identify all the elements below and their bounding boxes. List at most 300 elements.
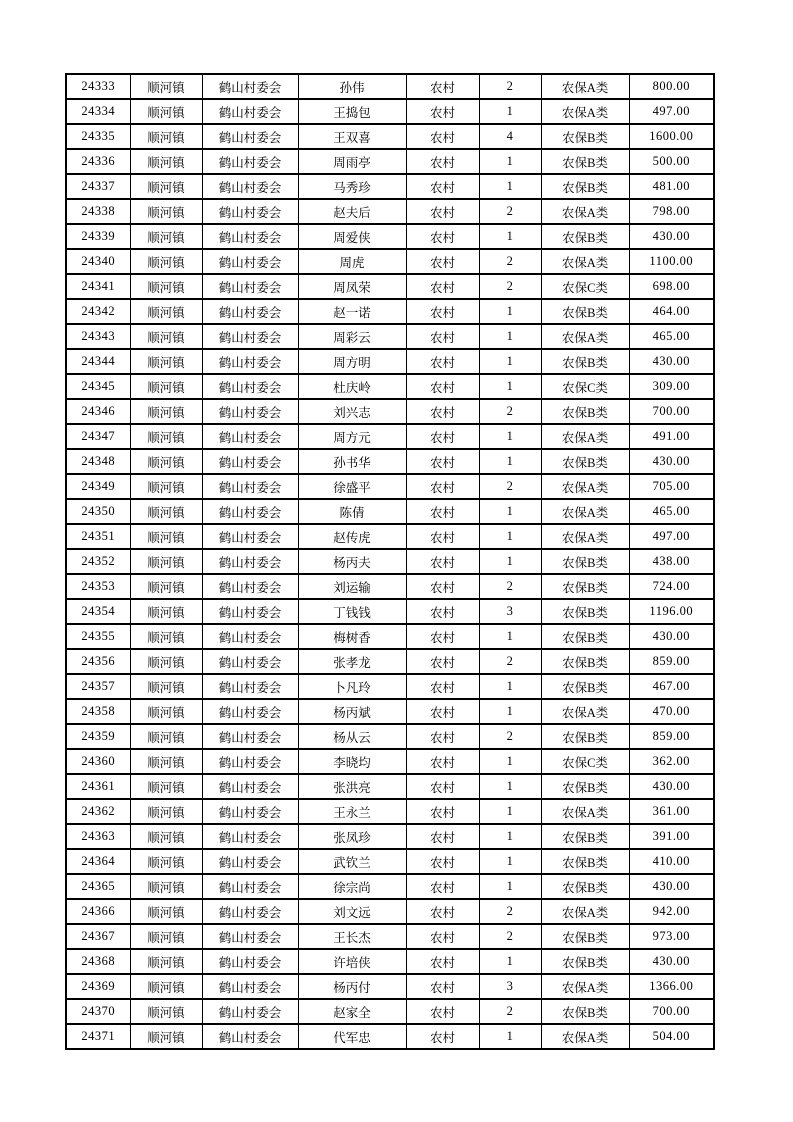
amount-cell: 465.00 xyxy=(629,324,714,349)
village-committee-cell: 鹤山村委会 xyxy=(202,124,298,149)
amount-cell: 464.00 xyxy=(629,299,714,324)
amount-cell: 361.00 xyxy=(629,799,714,824)
insurance-category-cell: 农保B类 xyxy=(541,449,629,474)
village-committee-cell: 鹤山村委会 xyxy=(202,199,298,224)
insurance-category-cell: 农保B类 xyxy=(541,149,629,174)
insurance-category-cell: 农保A类 xyxy=(541,324,629,349)
person-name-cell: 卜凡玲 xyxy=(298,674,406,699)
record-id-cell: 24361 xyxy=(66,774,130,799)
document-page xyxy=(65,73,715,1050)
residence-type-cell: 农村 xyxy=(406,424,479,449)
town-cell: 顺河镇 xyxy=(130,224,202,249)
residence-type-cell: 农村 xyxy=(406,724,479,749)
count-cell: 1 xyxy=(479,674,541,699)
record-id-cell: 24369 xyxy=(66,974,130,999)
amount-cell: 700.00 xyxy=(629,399,714,424)
count-cell: 1 xyxy=(479,349,541,374)
town-cell: 顺河镇 xyxy=(130,124,202,149)
count-cell: 2 xyxy=(479,999,541,1024)
person-name-cell: 徐宗尚 xyxy=(298,874,406,899)
amount-cell: 467.00 xyxy=(629,674,714,699)
town-cell: 顺河镇 xyxy=(130,324,202,349)
town-cell: 顺河镇 xyxy=(130,749,202,774)
insurance-category-cell: 农保B类 xyxy=(541,849,629,874)
table-row xyxy=(66,699,714,724)
count-cell: 1 xyxy=(479,149,541,174)
count-cell: 4 xyxy=(479,124,541,149)
town-cell: 顺河镇 xyxy=(130,274,202,299)
amount-cell: 504.00 xyxy=(629,1024,714,1049)
town-cell: 顺河镇 xyxy=(130,874,202,899)
table-row xyxy=(66,974,714,999)
count-cell: 1 xyxy=(479,424,541,449)
residence-type-cell: 农村 xyxy=(406,874,479,899)
town-cell: 顺河镇 xyxy=(130,149,202,174)
insurance-category-cell: 农保B类 xyxy=(541,599,629,624)
insurance-category-cell: 农保C类 xyxy=(541,274,629,299)
amount-cell: 430.00 xyxy=(629,949,714,974)
town-cell: 顺河镇 xyxy=(130,574,202,599)
count-cell: 1 xyxy=(479,224,541,249)
residence-type-cell: 农村 xyxy=(406,649,479,674)
count-cell: 1 xyxy=(479,499,541,524)
village-committee-cell: 鹤山村委会 xyxy=(202,799,298,824)
insurance-category-cell: 农保B类 xyxy=(541,124,629,149)
person-name-cell: 周虎 xyxy=(298,249,406,274)
village-committee-cell: 鹤山村委会 xyxy=(202,424,298,449)
insurance-category-cell: 农保B类 xyxy=(541,924,629,949)
residence-type-cell: 农村 xyxy=(406,999,479,1024)
residence-type-cell: 农村 xyxy=(406,574,479,599)
table-row xyxy=(66,624,714,649)
insurance-category-cell: 农保B类 xyxy=(541,299,629,324)
amount-cell: 309.00 xyxy=(629,374,714,399)
residence-type-cell: 农村 xyxy=(406,524,479,549)
person-name-cell: 许培侠 xyxy=(298,949,406,974)
amount-cell: 410.00 xyxy=(629,849,714,874)
village-committee-cell: 鹤山村委会 xyxy=(202,674,298,699)
record-id-cell: 24353 xyxy=(66,574,130,599)
amount-cell: 430.00 xyxy=(629,349,714,374)
residence-type-cell: 农村 xyxy=(406,749,479,774)
amount-cell: 465.00 xyxy=(629,499,714,524)
count-cell: 2 xyxy=(479,399,541,424)
village-committee-cell: 鹤山村委会 xyxy=(202,774,298,799)
village-committee-cell: 鹤山村委会 xyxy=(202,624,298,649)
village-committee-cell: 鹤山村委会 xyxy=(202,899,298,924)
village-committee-cell: 鹤山村委会 xyxy=(202,824,298,849)
record-id-cell: 24341 xyxy=(66,274,130,299)
person-name-cell: 杨从云 xyxy=(298,724,406,749)
record-id-cell: 24357 xyxy=(66,674,130,699)
table-row xyxy=(66,349,714,374)
person-name-cell: 周雨亭 xyxy=(298,149,406,174)
person-name-cell: 王永兰 xyxy=(298,799,406,824)
person-name-cell: 杜庆岭 xyxy=(298,374,406,399)
residence-type-cell: 农村 xyxy=(406,124,479,149)
person-name-cell: 王双喜 xyxy=(298,124,406,149)
record-id-cell: 24350 xyxy=(66,499,130,524)
person-name-cell: 徐盛平 xyxy=(298,474,406,499)
residence-type-cell: 农村 xyxy=(406,624,479,649)
person-name-cell: 丁钱钱 xyxy=(298,599,406,624)
table-row xyxy=(66,924,714,949)
record-id-cell: 24345 xyxy=(66,374,130,399)
person-name-cell: 周方明 xyxy=(298,349,406,374)
table-row xyxy=(66,249,714,274)
count-cell: 2 xyxy=(479,649,541,674)
insurance-category-cell: 农保B类 xyxy=(541,224,629,249)
count-cell: 3 xyxy=(479,599,541,624)
town-cell: 顺河镇 xyxy=(130,799,202,824)
town-cell: 顺河镇 xyxy=(130,599,202,624)
insurance-category-cell: 农保B类 xyxy=(541,574,629,599)
record-id-cell: 24351 xyxy=(66,524,130,549)
residence-type-cell: 农村 xyxy=(406,474,479,499)
amount-cell: 497.00 xyxy=(629,99,714,124)
person-name-cell: 周爱侠 xyxy=(298,224,406,249)
residence-type-cell: 农村 xyxy=(406,374,479,399)
person-name-cell: 武钦兰 xyxy=(298,849,406,874)
amount-cell: 430.00 xyxy=(629,624,714,649)
amount-cell: 470.00 xyxy=(629,699,714,724)
insurance-category-cell: 农保A类 xyxy=(541,974,629,999)
town-cell: 顺河镇 xyxy=(130,399,202,424)
insurance-category-cell: 农保A类 xyxy=(541,99,629,124)
insurance-category-cell: 农保A类 xyxy=(541,74,629,99)
count-cell: 1 xyxy=(479,874,541,899)
record-id-cell: 24354 xyxy=(66,599,130,624)
record-id-cell: 24363 xyxy=(66,824,130,849)
table-row xyxy=(66,549,714,574)
insurance-category-cell: 农保A类 xyxy=(541,899,629,924)
count-cell: 1 xyxy=(479,849,541,874)
count-cell: 2 xyxy=(479,199,541,224)
amount-cell: 491.00 xyxy=(629,424,714,449)
town-cell: 顺河镇 xyxy=(130,974,202,999)
amount-cell: 500.00 xyxy=(629,149,714,174)
count-cell: 1 xyxy=(479,99,541,124)
table-row xyxy=(66,599,714,624)
table-row xyxy=(66,1024,714,1049)
town-cell: 顺河镇 xyxy=(130,949,202,974)
record-id-cell: 24339 xyxy=(66,224,130,249)
person-name-cell: 孙书华 xyxy=(298,449,406,474)
insurance-category-cell: 农保C类 xyxy=(541,749,629,774)
count-cell: 2 xyxy=(479,899,541,924)
person-name-cell: 代军忠 xyxy=(298,1024,406,1049)
insurance-category-cell: 农保B类 xyxy=(541,774,629,799)
table-row xyxy=(66,299,714,324)
residence-type-cell: 农村 xyxy=(406,699,479,724)
table-row xyxy=(66,224,714,249)
village-committee-cell: 鹤山村委会 xyxy=(202,349,298,374)
table-row xyxy=(66,774,714,799)
amount-cell: 481.00 xyxy=(629,174,714,199)
insurance-category-cell: 农保A类 xyxy=(541,474,629,499)
count-cell: 2 xyxy=(479,924,541,949)
insurance-category-cell: 农保B类 xyxy=(541,399,629,424)
residence-type-cell: 农村 xyxy=(406,799,479,824)
person-name-cell: 周彩云 xyxy=(298,324,406,349)
count-cell: 1 xyxy=(479,549,541,574)
residence-type-cell: 农村 xyxy=(406,974,479,999)
count-cell: 1 xyxy=(479,324,541,349)
record-id-cell: 24362 xyxy=(66,799,130,824)
amount-cell: 700.00 xyxy=(629,999,714,1024)
insurance-category-cell: 农保A类 xyxy=(541,699,629,724)
records-table xyxy=(65,73,715,1050)
person-name-cell: 张孝龙 xyxy=(298,649,406,674)
table-row xyxy=(66,449,714,474)
amount-cell: 497.00 xyxy=(629,524,714,549)
village-committee-cell: 鹤山村委会 xyxy=(202,249,298,274)
insurance-category-cell: 农保B类 xyxy=(541,624,629,649)
table-row xyxy=(66,874,714,899)
town-cell: 顺河镇 xyxy=(130,699,202,724)
village-committee-cell: 鹤山村委会 xyxy=(202,599,298,624)
record-id-cell: 24358 xyxy=(66,699,130,724)
record-id-cell: 24366 xyxy=(66,899,130,924)
town-cell: 顺河镇 xyxy=(130,199,202,224)
town-cell: 顺河镇 xyxy=(130,174,202,199)
count-cell: 1 xyxy=(479,774,541,799)
table-row xyxy=(66,424,714,449)
insurance-category-cell: 农保B类 xyxy=(541,874,629,899)
residence-type-cell: 农村 xyxy=(406,1024,479,1049)
residence-type-cell: 农村 xyxy=(406,199,479,224)
insurance-category-cell: 农保B类 xyxy=(541,349,629,374)
amount-cell: 430.00 xyxy=(629,449,714,474)
village-committee-cell: 鹤山村委会 xyxy=(202,649,298,674)
village-committee-cell: 鹤山村委会 xyxy=(202,499,298,524)
count-cell: 2 xyxy=(479,724,541,749)
residence-type-cell: 农村 xyxy=(406,824,479,849)
person-name-cell: 赵家全 xyxy=(298,999,406,1024)
person-name-cell: 梅树香 xyxy=(298,624,406,649)
record-id-cell: 24333 xyxy=(66,74,130,99)
amount-cell: 430.00 xyxy=(629,874,714,899)
village-committee-cell: 鹤山村委会 xyxy=(202,574,298,599)
residence-type-cell: 农村 xyxy=(406,849,479,874)
count-cell: 1 xyxy=(479,1024,541,1049)
person-name-cell: 刘兴志 xyxy=(298,399,406,424)
village-committee-cell: 鹤山村委会 xyxy=(202,999,298,1024)
record-id-cell: 24370 xyxy=(66,999,130,1024)
village-committee-cell: 鹤山村委会 xyxy=(202,524,298,549)
residence-type-cell: 农村 xyxy=(406,674,479,699)
record-id-cell: 24355 xyxy=(66,624,130,649)
insurance-category-cell: 农保A类 xyxy=(541,799,629,824)
insurance-category-cell: 农保B类 xyxy=(541,949,629,974)
table-row xyxy=(66,824,714,849)
village-committee-cell: 鹤山村委会 xyxy=(202,374,298,399)
town-cell: 顺河镇 xyxy=(130,549,202,574)
count-cell: 1 xyxy=(479,624,541,649)
town-cell: 顺河镇 xyxy=(130,474,202,499)
record-id-cell: 24371 xyxy=(66,1024,130,1049)
amount-cell: 430.00 xyxy=(629,774,714,799)
count-cell: 1 xyxy=(479,524,541,549)
person-name-cell: 杨丙夫 xyxy=(298,549,406,574)
count-cell: 2 xyxy=(479,274,541,299)
person-name-cell: 李晓均 xyxy=(298,749,406,774)
count-cell: 2 xyxy=(479,574,541,599)
record-id-cell: 24359 xyxy=(66,724,130,749)
residence-type-cell: 农村 xyxy=(406,924,479,949)
town-cell: 顺河镇 xyxy=(130,774,202,799)
village-committee-cell: 鹤山村委会 xyxy=(202,474,298,499)
village-committee-cell: 鹤山村委会 xyxy=(202,224,298,249)
insurance-category-cell: 农保A类 xyxy=(541,249,629,274)
town-cell: 顺河镇 xyxy=(130,724,202,749)
table-row xyxy=(66,799,714,824)
residence-type-cell: 农村 xyxy=(406,274,479,299)
village-committee-cell: 鹤山村委会 xyxy=(202,324,298,349)
amount-cell: 391.00 xyxy=(629,824,714,849)
residence-type-cell: 农村 xyxy=(406,149,479,174)
record-id-cell: 24347 xyxy=(66,424,130,449)
amount-cell: 1366.00 xyxy=(629,974,714,999)
village-committee-cell: 鹤山村委会 xyxy=(202,849,298,874)
amount-cell: 1600.00 xyxy=(629,124,714,149)
town-cell: 顺河镇 xyxy=(130,99,202,124)
records-table-body xyxy=(66,74,714,1049)
amount-cell: 1196.00 xyxy=(629,599,714,624)
town-cell: 顺河镇 xyxy=(130,349,202,374)
residence-type-cell: 农村 xyxy=(406,74,479,99)
record-id-cell: 24338 xyxy=(66,199,130,224)
record-id-cell: 24342 xyxy=(66,299,130,324)
town-cell: 顺河镇 xyxy=(130,424,202,449)
record-id-cell: 24343 xyxy=(66,324,130,349)
residence-type-cell: 农村 xyxy=(406,399,479,424)
insurance-category-cell: 农保A类 xyxy=(541,424,629,449)
insurance-category-cell: 农保A类 xyxy=(541,524,629,549)
person-name-cell: 杨丙斌 xyxy=(298,699,406,724)
count-cell: 2 xyxy=(479,474,541,499)
table-row xyxy=(66,149,714,174)
residence-type-cell: 农村 xyxy=(406,99,479,124)
record-id-cell: 24356 xyxy=(66,649,130,674)
person-name-cell: 孙伟 xyxy=(298,74,406,99)
residence-type-cell: 农村 xyxy=(406,324,479,349)
count-cell: 2 xyxy=(479,74,541,99)
town-cell: 顺河镇 xyxy=(130,1024,202,1049)
village-committee-cell: 鹤山村委会 xyxy=(202,749,298,774)
amount-cell: 973.00 xyxy=(629,924,714,949)
person-name-cell: 王长杰 xyxy=(298,924,406,949)
record-id-cell: 24365 xyxy=(66,874,130,899)
table-row xyxy=(66,399,714,424)
village-committee-cell: 鹤山村委会 xyxy=(202,149,298,174)
table-row xyxy=(66,649,714,674)
village-committee-cell: 鹤山村委会 xyxy=(202,724,298,749)
record-id-cell: 24368 xyxy=(66,949,130,974)
person-name-cell: 陈倩 xyxy=(298,499,406,524)
person-name-cell: 赵一诺 xyxy=(298,299,406,324)
residence-type-cell: 农村 xyxy=(406,249,479,274)
village-committee-cell: 鹤山村委会 xyxy=(202,1024,298,1049)
residence-type-cell: 农村 xyxy=(406,349,479,374)
town-cell: 顺河镇 xyxy=(130,449,202,474)
record-id-cell: 24352 xyxy=(66,549,130,574)
town-cell: 顺河镇 xyxy=(130,249,202,274)
table-row xyxy=(66,749,714,774)
table-row xyxy=(66,124,714,149)
residence-type-cell: 农村 xyxy=(406,224,479,249)
village-committee-cell: 鹤山村委会 xyxy=(202,699,298,724)
person-name-cell: 赵传虎 xyxy=(298,524,406,549)
count-cell: 1 xyxy=(479,374,541,399)
village-committee-cell: 鹤山村委会 xyxy=(202,274,298,299)
person-name-cell: 周凤荣 xyxy=(298,274,406,299)
count-cell: 1 xyxy=(479,824,541,849)
town-cell: 顺河镇 xyxy=(130,999,202,1024)
person-name-cell: 刘文远 xyxy=(298,899,406,924)
village-committee-cell: 鹤山村委会 xyxy=(202,74,298,99)
record-id-cell: 24337 xyxy=(66,174,130,199)
count-cell: 3 xyxy=(479,974,541,999)
count-cell: 1 xyxy=(479,174,541,199)
town-cell: 顺河镇 xyxy=(130,524,202,549)
residence-type-cell: 农村 xyxy=(406,499,479,524)
record-id-cell: 24349 xyxy=(66,474,130,499)
residence-type-cell: 农村 xyxy=(406,549,479,574)
town-cell: 顺河镇 xyxy=(130,899,202,924)
insurance-category-cell: 农保A类 xyxy=(541,1024,629,1049)
town-cell: 顺河镇 xyxy=(130,299,202,324)
record-id-cell: 24335 xyxy=(66,124,130,149)
person-name-cell: 周方元 xyxy=(298,424,406,449)
table-row xyxy=(66,99,714,124)
town-cell: 顺河镇 xyxy=(130,674,202,699)
amount-cell: 430.00 xyxy=(629,224,714,249)
amount-cell: 800.00 xyxy=(629,74,714,99)
table-row xyxy=(66,899,714,924)
town-cell: 顺河镇 xyxy=(130,824,202,849)
table-row xyxy=(66,324,714,349)
residence-type-cell: 农村 xyxy=(406,599,479,624)
table-row xyxy=(66,574,714,599)
village-committee-cell: 鹤山村委会 xyxy=(202,174,298,199)
table-row xyxy=(66,274,714,299)
insurance-category-cell: 农保B类 xyxy=(541,549,629,574)
residence-type-cell: 农村 xyxy=(406,899,479,924)
village-committee-cell: 鹤山村委会 xyxy=(202,924,298,949)
amount-cell: 698.00 xyxy=(629,274,714,299)
record-id-cell: 24360 xyxy=(66,749,130,774)
count-cell: 1 xyxy=(479,799,541,824)
residence-type-cell: 农村 xyxy=(406,299,479,324)
amount-cell: 438.00 xyxy=(629,549,714,574)
table-row xyxy=(66,724,714,749)
residence-type-cell: 农村 xyxy=(406,449,479,474)
table-row xyxy=(66,474,714,499)
table-row xyxy=(66,374,714,399)
residence-type-cell: 农村 xyxy=(406,774,479,799)
count-cell: 1 xyxy=(479,949,541,974)
amount-cell: 798.00 xyxy=(629,199,714,224)
person-name-cell: 张凤珍 xyxy=(298,824,406,849)
insurance-category-cell: 农保B类 xyxy=(541,999,629,1024)
town-cell: 顺河镇 xyxy=(130,924,202,949)
village-committee-cell: 鹤山村委会 xyxy=(202,399,298,424)
amount-cell: 942.00 xyxy=(629,899,714,924)
person-name-cell: 赵夫后 xyxy=(298,199,406,224)
count-cell: 2 xyxy=(479,249,541,274)
record-id-cell: 24348 xyxy=(66,449,130,474)
